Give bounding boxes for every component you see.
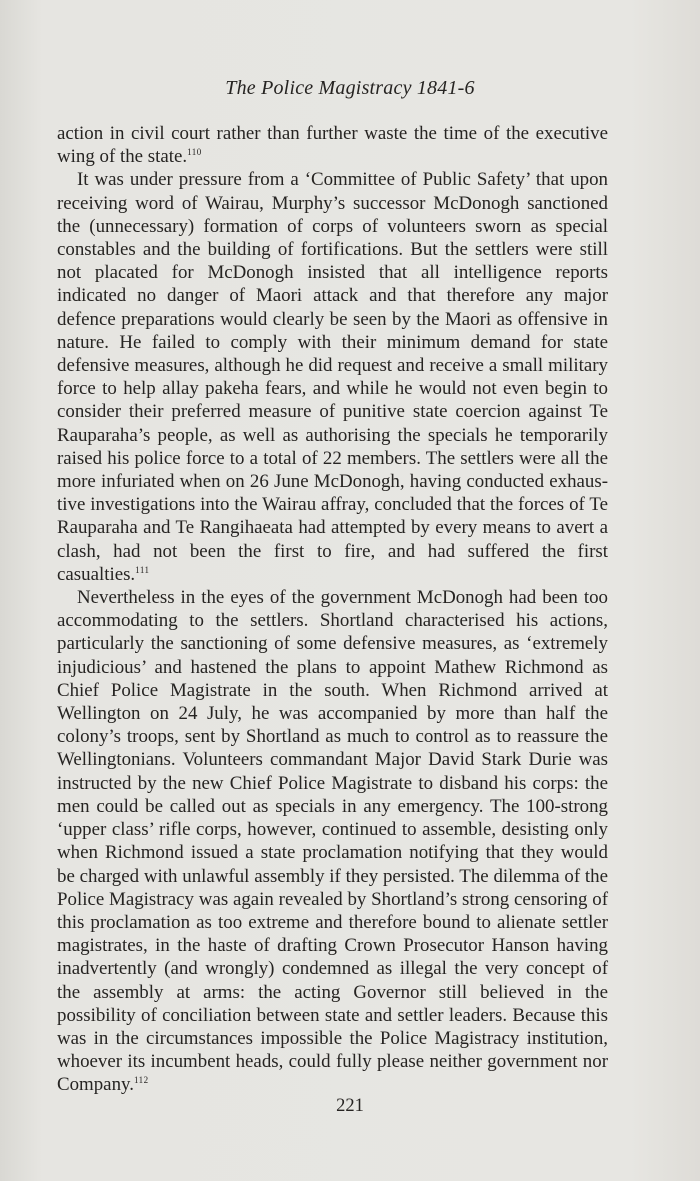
footnote-ref-112: 112 [133,1075,149,1086]
running-head: The Police Magistracy 1841-6 [225,77,475,99]
paragraph-1-text: action in civil court rather than further waste the time of the executive wing of the state. [57,123,608,168]
footnote-ref-111: 111 [135,564,150,575]
paragraph-1 [57,122,608,168]
footnote-ref-110: 110 [187,147,202,158]
paragraph-3-text: Nevertheless in the eyes of the government McDonogh had been too accommodating to the settlers. Shortland characterised his actions, particularly the sanctioning of some defensive measures, as ‘extremely injudicious’ and hastened the plans to appoint Mathew Richmond as Chief Police Magistrate in the south. When Richmond arrived at Wellington on 24 July, he was accompanied by more than half the colony’s troops, sent by Shortland as much to control as to reassure the Wellingtonians. Volunteers commandant Major David Stark Durie was instructed by the new Chief Police Magistrate to disband his corps: the men could be called out as specials in any emergency. The 100-strong ‘upper class’ rifle corps, however, continued to assemble, desisting only when Richmond issued a state proclamation notifying that they would be charged with unlawful assembly if they persisted. The dilemma of the Police Magistracy was again revealed by Shortland’s strong censoring of this proclamation as too extreme and therefore bound to alienate settler magistrates, in the haste of drafting Crown Prosecutor Hanson having inadvertently (and wrongly) condemned as illegal the very concept of the assembly at arms: the acting Governor still believed in the possibility of conciliation between state and settler leaders. Because this was in the circumstances impossible the Police Magistracy institution, whoever its incumbent heads, could fully please neither government nor Company. [57,587,608,1096]
paragraph-2-text: It was under pressure from a ‘Committee of Public Safety’ that upon receiving word of Wairau, Murphy’s successor McDonogh sanctioned the (unnecessary) formation of corps of volunteers sworn as special constables and the building of fortifications. But the settlers were still not placated for McDonogh insisted that all intelligence reports indicated no danger of Maori attack and that therefore any major defence preparations would clearly be seen by the Maori as offensive in nature. He failed to comply with their minimum demand for state defensive measures, although he did request and receive a small military force to help allay pakeha fears, and while he would not even begin to consider their preferred measure of punitive state coercion against Te Rauparaha’s people, as well as authorising the specials he temporarily raised his police force to a total of 22 members. The settlers were all the more infuriated when on 26 June McDonogh, having conducted exhaustive investigations into the Wairau affray, concluded that the forces of Te Rauparaha and Te Rangihaeata had attempted by every means to avert a clash, had not been the first to fire, and had suffered the first casualties. [57,169,608,585]
paragraph-3 [57,586,608,1096]
paragraph-2 [57,168,608,586]
body-text [57,122,608,1097]
page-number: 221 [336,1096,364,1116]
